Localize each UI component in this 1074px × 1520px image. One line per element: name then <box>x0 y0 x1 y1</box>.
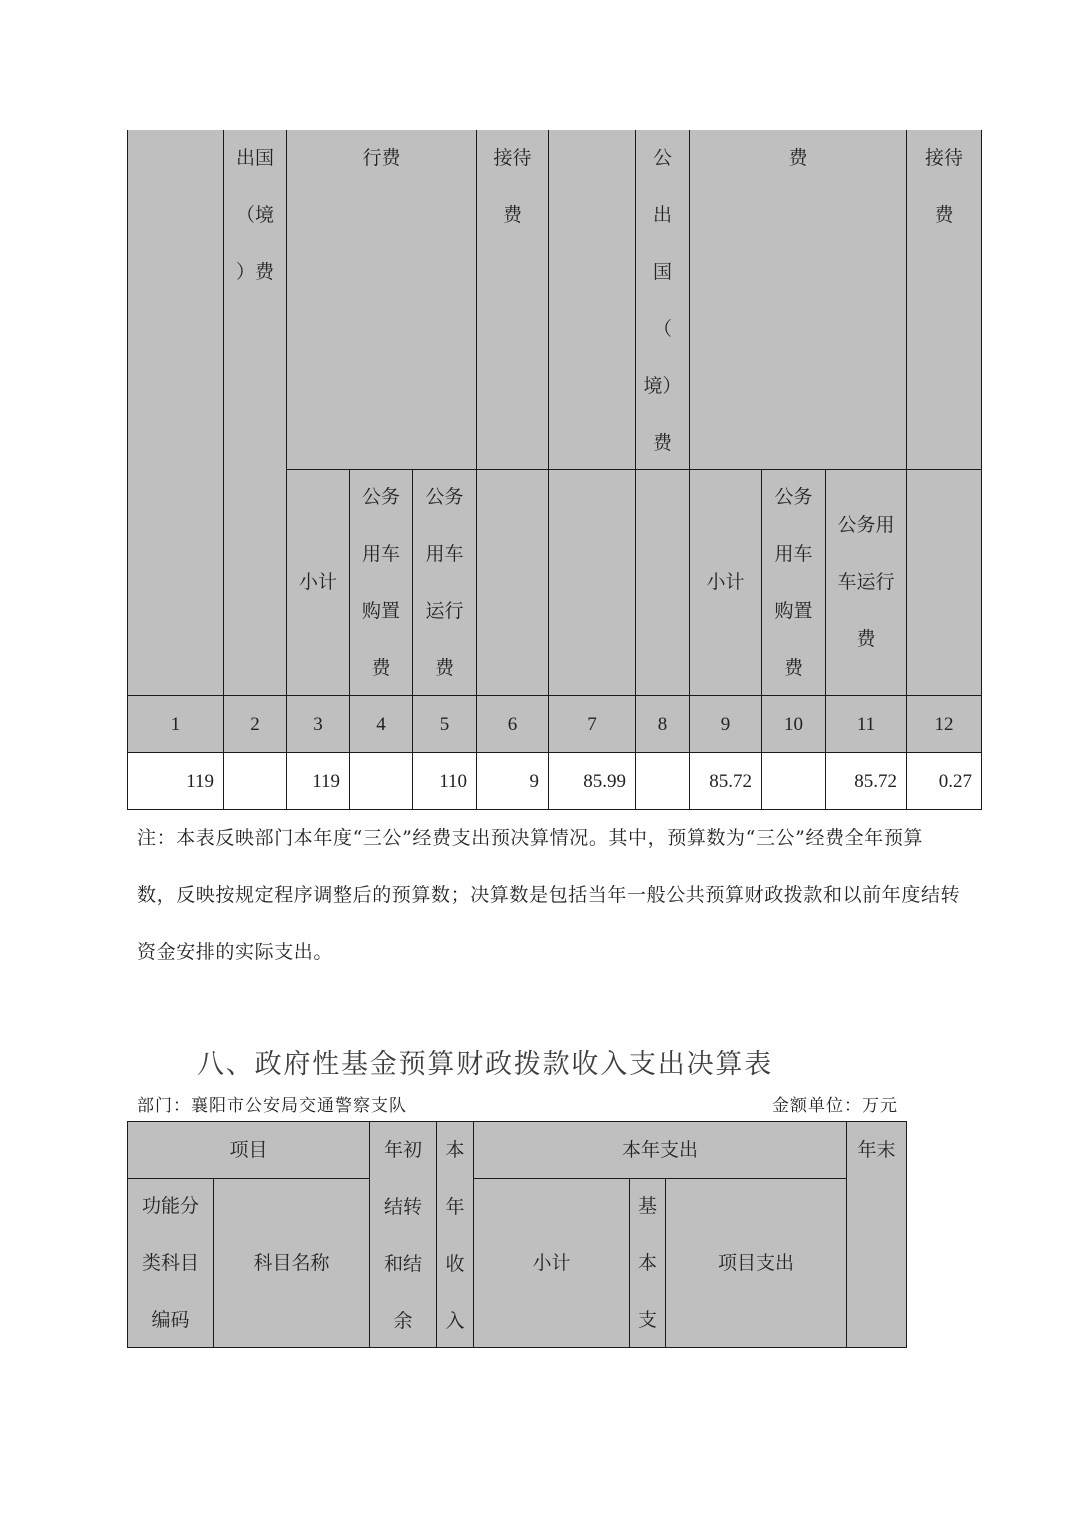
column-number: 12 <box>934 713 954 735</box>
header-line: 支 <box>637 1308 657 1331</box>
header-line: 费 <box>371 656 391 679</box>
header-line: 公务 <box>361 485 400 508</box>
header-line: 公务 <box>425 485 464 508</box>
header-line: 购置 <box>774 599 813 622</box>
header-cell-reception-b <box>906 130 982 470</box>
subheader-cell-subtotal-b <box>689 469 762 696</box>
header-line: 收 <box>445 1253 465 1275</box>
header-line: 和结 <box>383 1253 422 1275</box>
header-line: 小计 <box>706 571 745 593</box>
subheader-cell-blank-7 <box>548 469 636 696</box>
header-line: 科目名称 <box>253 1251 330 1274</box>
header-cell-reception <box>476 130 549 470</box>
header-line: 年初 <box>383 1139 422 1161</box>
header-line: 公务 <box>774 485 813 508</box>
column-number: 6 <box>507 713 518 735</box>
subheader-cell-vehicle-operation-b <box>825 469 907 696</box>
header-line: 费 <box>856 628 876 650</box>
note-line: 数，反映按规定程序调整后的预算数；决算数是包括当年一般公共预算财政拨款和以前年度结转 <box>137 884 961 906</box>
header-line: 结转 <box>383 1196 422 1218</box>
header-line: 本 <box>445 1139 465 1161</box>
column-number-cell <box>127 695 224 753</box>
header-line: 年末 <box>857 1139 896 1161</box>
header-line: 公 <box>652 147 672 169</box>
header-line: 年 <box>445 1196 465 1218</box>
header-line: 编码 <box>151 1308 190 1331</box>
subheader-cell-blank-8 <box>635 469 690 696</box>
header-line: 费 <box>652 432 672 454</box>
value: 119 <box>186 770 214 792</box>
value-cell <box>286 752 350 810</box>
column-number: 11 <box>856 713 876 735</box>
column-number: 9 <box>720 713 731 735</box>
header-line: 境） <box>643 375 682 397</box>
unit-label: 金额单位：万元 <box>772 1096 898 1116</box>
column-number-cell <box>286 695 350 753</box>
header-line: 购置 <box>361 599 400 622</box>
header-line: 费 <box>502 204 522 226</box>
value-cell <box>223 752 287 810</box>
header-cell-outbound <box>223 130 287 696</box>
value: 9 <box>529 770 539 792</box>
header-line: 费 <box>434 656 454 679</box>
subheader-cell-blank-12 <box>906 469 982 696</box>
header-cell-carryover-begin <box>369 1121 437 1348</box>
header-cell-expenditure <box>473 1121 847 1179</box>
header-cell-fee <box>689 130 907 470</box>
column-number-cell <box>412 695 477 753</box>
value-cell <box>476 752 549 810</box>
header-line: 项目支出 <box>717 1251 794 1274</box>
header-line: 项目 <box>229 1138 268 1161</box>
header-line: 用车 <box>361 542 400 565</box>
value-cell <box>127 752 224 810</box>
column-number: 10 <box>784 713 803 735</box>
value-cell <box>825 752 907 810</box>
header-line: 小计 <box>532 1251 571 1274</box>
header-line: （ <box>652 318 672 340</box>
value-cell <box>906 752 982 810</box>
table-note <box>137 810 960 981</box>
header-line: 车运行 <box>837 571 895 593</box>
header-line: 功能分 <box>141 1194 199 1217</box>
column-number: 8 <box>657 713 668 735</box>
note-line: 资金安排的实际支出。 <box>137 941 334 963</box>
header-line: 行费 <box>362 147 401 169</box>
value-cell <box>349 752 413 810</box>
value: 85.72 <box>854 770 897 792</box>
header-line: 接待 <box>924 147 963 169</box>
column-number-cell <box>223 695 287 753</box>
note-line: 注：本表反映部门本年度“三公”经费支出预决算情况。其中，预算数为“三公”经费全年预算 <box>137 827 924 849</box>
subheader-cell-vehicle-operation <box>412 469 477 696</box>
header-line: （境 <box>235 204 274 226</box>
column-number-cell <box>548 695 636 753</box>
header-line: 类科目 <box>141 1251 199 1274</box>
header-line: ）费 <box>235 261 274 283</box>
header-cell-blank-1 <box>127 130 224 696</box>
header-line: 国 <box>652 261 672 283</box>
subheader-cell-vehicle-purchase <box>349 469 413 696</box>
header-cell-travel <box>286 130 477 470</box>
header-line: 小计 <box>298 571 337 593</box>
header-line: 费 <box>783 656 803 679</box>
header-cell-subtotal <box>473 1178 630 1348</box>
header-cell-year-end <box>846 1121 907 1348</box>
header-line: 费 <box>788 147 808 169</box>
value: 0.27 <box>938 770 972 792</box>
column-number-cell <box>476 695 549 753</box>
section-title: 八、政府性基金预算财政拨款收入支出决算表 <box>197 1049 773 1080</box>
header-line: 出 <box>652 204 672 226</box>
header-cell-blank-7 <box>548 130 636 470</box>
column-number-cell <box>635 695 690 753</box>
header-line: 公务用 <box>837 514 895 536</box>
subheader-cell-blank-6 <box>476 469 549 696</box>
column-number-cell <box>761 695 826 753</box>
header-cell-outbound-b <box>635 130 690 470</box>
header-line: 余 <box>393 1310 413 1332</box>
department-label: 部门：襄阳市公安局交通警察支队 <box>137 1096 407 1116</box>
column-number: 7 <box>587 713 597 735</box>
header-cell-subject-name <box>213 1178 370 1348</box>
header-cell-function-code <box>127 1178 214 1348</box>
header-line: 入 <box>445 1310 465 1332</box>
header-line: 基 <box>637 1194 657 1217</box>
column-number: 3 <box>313 713 323 735</box>
header-line: 接待 <box>493 147 532 169</box>
header-cell-project-expenditure <box>665 1178 847 1348</box>
column-number: 5 <box>439 713 450 735</box>
column-number: 2 <box>250 713 260 735</box>
value-cell <box>635 752 690 810</box>
header-line: 出国 <box>235 147 274 169</box>
column-number-cell <box>906 695 982 753</box>
column-number: 1 <box>170 713 181 735</box>
subheader-cell-vehicle-purchase-b <box>761 469 826 696</box>
header-cell-income <box>436 1121 474 1348</box>
header-line: 用车 <box>425 542 464 565</box>
header-line: 本 <box>637 1251 657 1274</box>
value-cell <box>548 752 636 810</box>
value-cell <box>412 752 477 810</box>
header-line: 用车 <box>774 542 813 565</box>
value: 85.99 <box>583 770 626 792</box>
header-line: 本年支出 <box>621 1138 698 1161</box>
column-number-cell <box>825 695 907 753</box>
header-cell-basic <box>629 1178 666 1348</box>
value: 110 <box>439 770 467 792</box>
column-number: 4 <box>376 713 386 735</box>
header-line: 费 <box>934 204 954 226</box>
header-line: 运行 <box>425 599 464 622</box>
value-cell <box>689 752 762 810</box>
header-cell-project <box>127 1121 370 1179</box>
column-number-cell <box>349 695 413 753</box>
column-number-cell <box>689 695 762 753</box>
value: 85.72 <box>709 770 752 792</box>
subheader-cell-subtotal <box>286 469 350 696</box>
value-cell <box>761 752 826 810</box>
value: 119 <box>312 770 340 792</box>
